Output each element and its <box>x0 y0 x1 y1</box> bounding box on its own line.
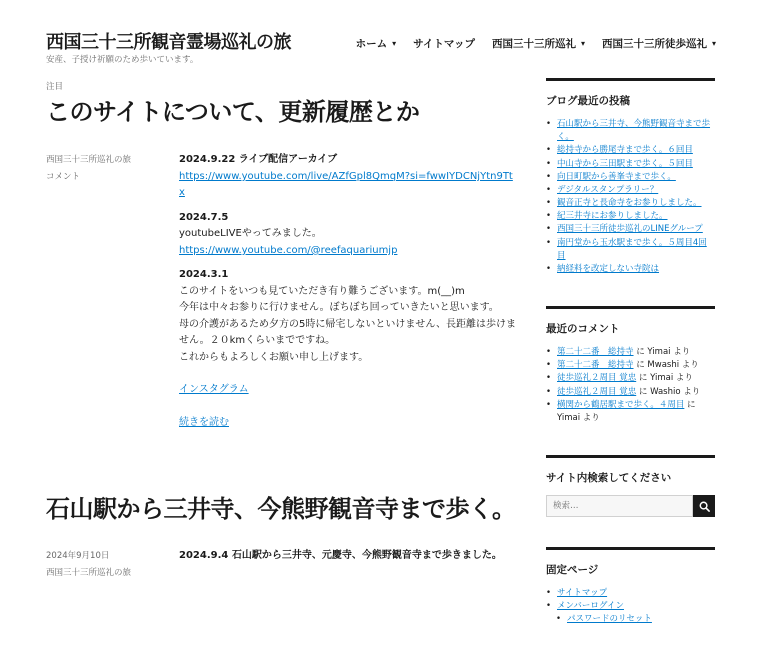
widget-title: 固定ページ <box>546 564 599 577</box>
post-meta <box>46 548 166 582</box>
widget-title: サイト内検索してください <box>546 472 672 485</box>
recent-comment: • 第二十二番 総持寺 に Mwashi より <box>546 359 715 372</box>
site-title[interactable]: 西国三十三所観音霊場巡礼の旅 <box>46 32 291 53</box>
comment-post-link[interactable]: 徒歩巡礼２周目 覚忠 <box>557 386 637 397</box>
page-link-member-login[interactable]: メンバーログイン <box>557 601 624 612</box>
post-ishiyama <box>46 493 516 578</box>
recent-comment: • 徒歩巡礼２周目 覚忠 に Washio より <box>546 386 715 399</box>
comment-author: Yimai <box>650 373 674 384</box>
recent-comment: • 徒歩巡礼２周目 覚忠 に Yimai より <box>546 372 715 385</box>
post-line: これからもよろしくお願い申し上げます。 <box>179 351 369 363</box>
post-line: 今年は中々お参りに行けません。ぼちぼち回っていきたいと思います。 <box>179 302 499 314</box>
recent-post-link[interactable]: 紀三井寺にお参りしました。 <box>557 211 668 222</box>
search-icon <box>699 501 710 512</box>
main-content <box>46 80 516 578</box>
search-widget <box>546 455 715 517</box>
search-form <box>546 495 715 517</box>
comment-post-link[interactable]: 第二十二番 総持寺 <box>557 347 634 358</box>
nav-item-label: 西国三十三所徒歩巡礼 <box>601 38 707 50</box>
post-line: 2024.9.4 石山駅から三井寺、元慶寺、今熊野観音寺まで歩きました。 <box>179 549 502 561</box>
chevron-down-icon: ▾ <box>392 39 397 48</box>
recent-post-link[interactable]: 観音正寺と長命寺をお参りしました。 <box>557 198 702 209</box>
post-line: 2024.7.5 <box>179 211 229 223</box>
comment-author: Washio <box>650 386 681 397</box>
post-author-link[interactable]: 西国三十三所巡礼の旅 <box>46 155 132 166</box>
post-author-link[interactable]: 西国三十三所巡礼の旅 <box>46 567 132 578</box>
recent-posts-widget <box>546 78 715 276</box>
nav-item-saigoku[interactable] <box>492 36 585 51</box>
youtube-live-link[interactable]: https://www.youtube.com/live/AZfGpl8QmqM?si=fwwIYDCNjYtn9Ttx <box>179 170 513 199</box>
post-about-site <box>46 80 516 431</box>
post-line: 2024.9.22 ライブ配信アーカイブ <box>179 154 338 166</box>
recent-post-link[interactable]: 中山寺から三田駅まで歩く。５回目 <box>557 158 693 169</box>
recent-comments-widget <box>546 306 715 425</box>
sidebar <box>546 78 715 657</box>
page-link-sitemap[interactable]: サイトマップ <box>557 588 608 599</box>
sticky-label: 注目 <box>46 82 64 92</box>
post-body <box>179 152 516 431</box>
nav-item-label: ホーム <box>355 38 388 50</box>
comment-post-link[interactable]: 徒歩巡礼２周目 覚忠 <box>557 373 637 384</box>
search-input[interactable] <box>546 495 693 517</box>
comment-post-link[interactable]: 第二十二番 総持寺 <box>557 360 634 371</box>
recent-post-link[interactable]: 石山駅から三井寺、今熊野観音寺まで歩く。 <box>557 119 711 143</box>
comment-author: Yimai <box>647 347 671 358</box>
post-line: youtubeLIVEやってみました。https://www.youtube.com/@reefaquariumjp <box>179 228 398 256</box>
recent-post-link[interactable]: デジタルスタンプラリー？ <box>557 184 659 195</box>
instagram-link[interactable]: インスタグラム <box>179 384 249 396</box>
nav-item-sitemap[interactable] <box>413 36 475 51</box>
nav-item-label: 西国三十三所巡礼 <box>491 38 576 50</box>
post-line: 母の介護があるため夕方の5時に帰宅しないといけません、長距離は歩けません。２０kmくらいまでですね。 <box>179 318 516 347</box>
post-line: 2024.3.1 <box>179 269 229 281</box>
recent-post-link[interactable]: 西国三十三所徒歩巡礼のLINEグループ <box>557 224 703 235</box>
nav-item-label: サイトマップ <box>413 38 475 50</box>
recent-comment: • 横関から鶴居駅まで歩く。４周目 に Yimai より <box>546 399 715 425</box>
fixed-pages-widget <box>546 547 715 627</box>
site-description: 安産、子授け祈願のため歩いています。 <box>46 55 199 65</box>
chevron-down-icon: ▾ <box>580 39 585 48</box>
post-date-link[interactable]: 2024年9月10日 <box>46 550 110 561</box>
youtube-channel-link[interactable]: https://www.youtube.com/@reefaquariumjp <box>179 244 398 256</box>
post-title[interactable]: 石山駅から三井寺、今熊野観音寺まで歩く。 <box>46 495 516 524</box>
recent-post-link[interactable]: 向日町駅から善峯寺まで歩く。 <box>557 171 676 182</box>
page-link-password-reset[interactable]: パスワードのリセット <box>567 614 652 625</box>
comment-author: Yimai <box>557 412 581 423</box>
comment-post-link[interactable]: 横関から鶴居駅まで歩く。４周目 <box>557 399 685 410</box>
read-more-link[interactable]: 続きを読む <box>179 416 229 428</box>
comment-author: Mwashi <box>647 360 680 371</box>
widget-title: ブログ最近の投稿 <box>546 95 630 107</box>
post-comments-link[interactable]: コメント <box>46 172 81 183</box>
recent-post-link[interactable]: 南円堂から玉水駅まで歩く。５周目4回目 <box>557 237 707 261</box>
widget-title: 最近のコメント <box>546 323 620 336</box>
main-navigation <box>356 36 716 51</box>
recent-comment: • 第二十二番 総持寺 に Yimai より <box>546 346 715 359</box>
post-title[interactable]: このサイトについて、更新履歴とか <box>46 98 420 126</box>
recent-post-link[interactable]: 総持寺から勝尾寺まで歩く。６回目 <box>557 145 693 156</box>
nav-item-saigoku-walking[interactable] <box>602 36 716 51</box>
nav-item-home[interactable] <box>356 36 397 51</box>
chevron-down-icon: ▾ <box>711 39 716 48</box>
recent-post-link[interactable]: 納経料を改定しない寺院は <box>557 263 660 274</box>
post-body <box>179 548 516 565</box>
post-line: このサイトをいつも見ていただき有り難うございます。m(__)m <box>179 285 465 297</box>
post-meta <box>46 152 166 186</box>
search-button[interactable] <box>693 495 715 517</box>
